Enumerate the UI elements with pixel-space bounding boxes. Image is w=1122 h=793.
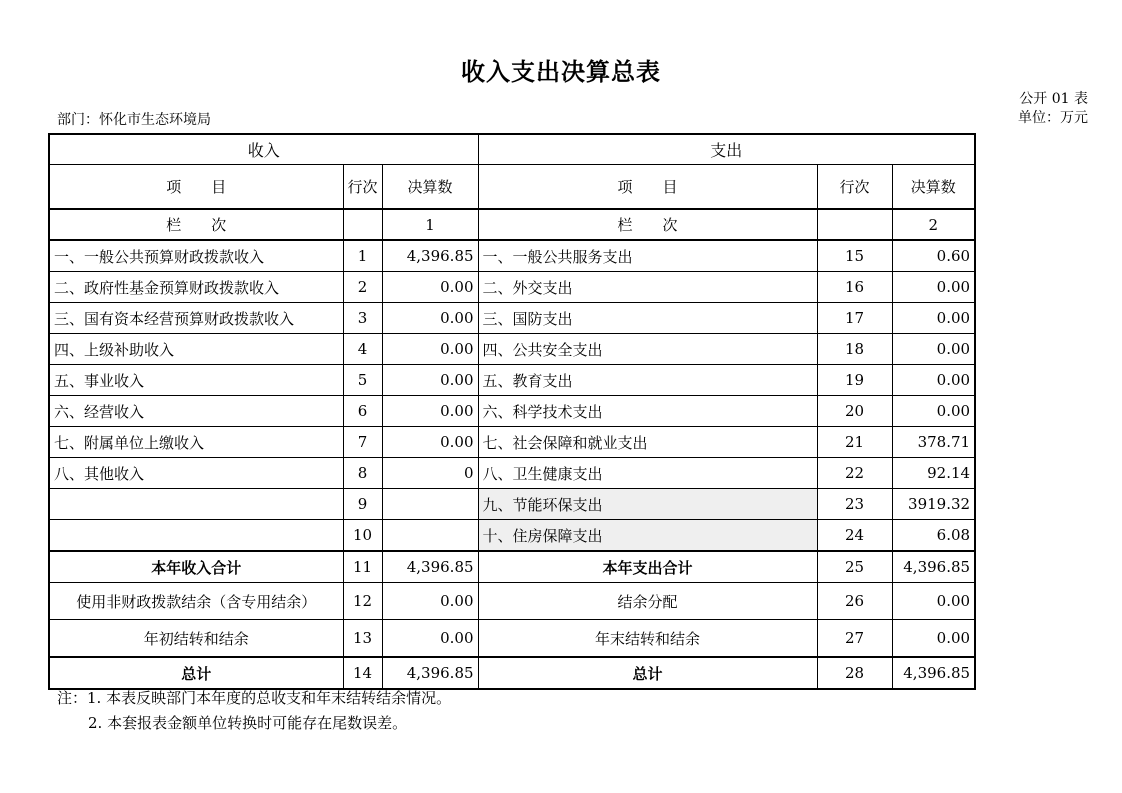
expense-line-no: 26 [817,583,892,620]
income-amount: 0.00 [382,272,478,303]
expense-amount: 0.00 [892,272,975,303]
income-line-no: 12 [343,583,382,620]
unit-label: 单位：万元 [1018,110,1088,126]
expense-index-number: 2 [892,209,975,240]
expense-line-no: 23 [817,489,892,520]
expense-line-no: 22 [817,458,892,489]
expense-item: 六、科学技术支出 [478,396,817,427]
expense-grand-total-label: 总计 [478,657,817,689]
income-line-no: 14 [343,657,382,689]
expense-amount: 4,396.85 [892,657,975,689]
income-line-no: 8 [343,458,382,489]
income-amount: 0.00 [382,583,478,620]
grand-total-row [49,657,975,689]
expense-amount: 4,396.85 [892,551,975,583]
expense-amount: 0.60 [892,240,975,272]
income-item: 一、一般公共预算财政拨款收入 [49,240,343,272]
income-amount: 0.00 [382,365,478,396]
expense-item: 三、国防支出 [478,303,817,334]
expense-item: 结余分配 [478,583,817,620]
expense-line-no: 20 [817,396,892,427]
table-row [49,396,975,427]
expense-line-no: 18 [817,334,892,365]
expense-item: 九、节能环保支出 [478,489,817,520]
income-total-label: 本年收入合计 [49,551,343,583]
expense-amount: 6.08 [892,520,975,552]
income-line-no: 1 [343,240,382,272]
income-total-row [49,551,975,583]
income-item: 八、其他收入 [49,458,343,489]
income-amount-header: 决算数 [382,165,478,210]
income-amount: 0 [382,458,478,489]
income-amount [382,489,478,520]
table-row [49,240,975,272]
expense-amount: 0.00 [892,396,975,427]
income-line-no: 7 [343,427,382,458]
income-amount: 4,396.85 [382,551,478,583]
expense-item: 年末结转和结余 [478,620,817,658]
footnote-2: 2. 本套报表金额单位转换时可能存在尾数误差。 [88,714,408,732]
column-index-row [49,209,975,240]
column-header-row [49,165,975,210]
table-row [49,583,975,620]
footnote-1: 注：1. 本表反映部门本年度的总收支和年末结转结余情况。 [57,689,452,707]
income-item: 七、附属单位上缴收入 [49,427,343,458]
income-item: 五、事业收入 [49,365,343,396]
table-row [49,303,975,334]
income-section-header: 收入 [49,134,478,165]
expense-item: 二、外交支出 [478,272,817,303]
income-item: 年初结转和结余 [49,620,343,658]
expense-line-no: 21 [817,427,892,458]
table-row [49,620,975,658]
expense-line-no: 25 [817,551,892,583]
income-amount: 0.00 [382,427,478,458]
income-line-no: 6 [343,396,382,427]
expense-line-no: 16 [817,272,892,303]
header-meta [1018,90,1088,128]
summary-table [48,133,976,690]
expense-item-header: 项 目 [478,165,817,210]
income-line-no: 4 [343,334,382,365]
table-row [49,489,975,520]
income-item: 使用非财政拨款结余（含专用结余） [49,583,343,620]
expense-amount-header: 决算数 [892,165,975,210]
expense-amount: 0.00 [892,620,975,658]
income-item [49,520,343,552]
income-line-no: 13 [343,620,382,658]
expense-item: 五、教育支出 [478,365,817,396]
expense-line-no: 15 [817,240,892,272]
expense-item: 四、公共安全支出 [478,334,817,365]
income-item: 三、国有资本经营预算财政拨款收入 [49,303,343,334]
income-amount: 0.00 [382,620,478,658]
expense-amount: 378.71 [892,427,975,458]
expense-line-no: 27 [817,620,892,658]
expense-section-header: 支出 [478,134,975,165]
income-amount: 4,396.85 [382,657,478,689]
income-item: 六、经营收入 [49,396,343,427]
income-amount [382,520,478,552]
income-grand-total-label: 总计 [49,657,343,689]
income-index-label: 栏 次 [49,209,343,240]
table-row [49,272,975,303]
table-row [49,520,975,552]
income-item: 四、上级补助收入 [49,334,343,365]
expense-amount: 0.00 [892,583,975,620]
department-label: 部门：怀化市生态环境局 [57,112,211,128]
expense-amount: 0.00 [892,303,975,334]
page-title: 收入支出决算总表 [461,57,661,86]
expense-item: 八、卫生健康支出 [478,458,817,489]
expense-line-no: 17 [817,303,892,334]
income-index-blank [343,209,382,240]
expense-item: 十、住房保障支出 [478,520,817,552]
expense-item: 七、社会保障和就业支出 [478,427,817,458]
income-line-no: 3 [343,303,382,334]
income-line-no: 2 [343,272,382,303]
table-code: 公开 01 表 [1019,91,1088,107]
income-item: 二、政府性基金预算财政拨款收入 [49,272,343,303]
expense-amount: 92.14 [892,458,975,489]
income-line-no: 11 [343,551,382,583]
table-row [49,458,975,489]
income-amount: 0.00 [382,303,478,334]
expense-amount: 3919.32 [892,489,975,520]
income-index-number: 1 [382,209,478,240]
income-line-no: 9 [343,489,382,520]
table-row [49,427,975,458]
expense-line-header: 行次 [817,165,892,210]
expense-line-no: 19 [817,365,892,396]
expense-amount: 0.00 [892,365,975,396]
expense-item: 一、一般公共服务支出 [478,240,817,272]
expense-amount: 0.00 [892,334,975,365]
footnotes [57,686,451,736]
income-amount: 0.00 [382,334,478,365]
income-line-no: 5 [343,365,382,396]
expense-index-label: 栏 次 [478,209,817,240]
table-row [49,334,975,365]
income-item [49,489,343,520]
expense-total-label: 本年支出合计 [478,551,817,583]
expense-line-no: 28 [817,657,892,689]
income-amount: 0.00 [382,396,478,427]
section-header-row [49,134,975,165]
expense-line-no: 24 [817,520,892,552]
income-line-header: 行次 [343,165,382,210]
table-row [49,365,975,396]
income-line-no: 10 [343,520,382,552]
expense-index-blank [817,209,892,240]
income-item-header: 项 目 [49,165,343,210]
income-amount: 4,396.85 [382,240,478,272]
